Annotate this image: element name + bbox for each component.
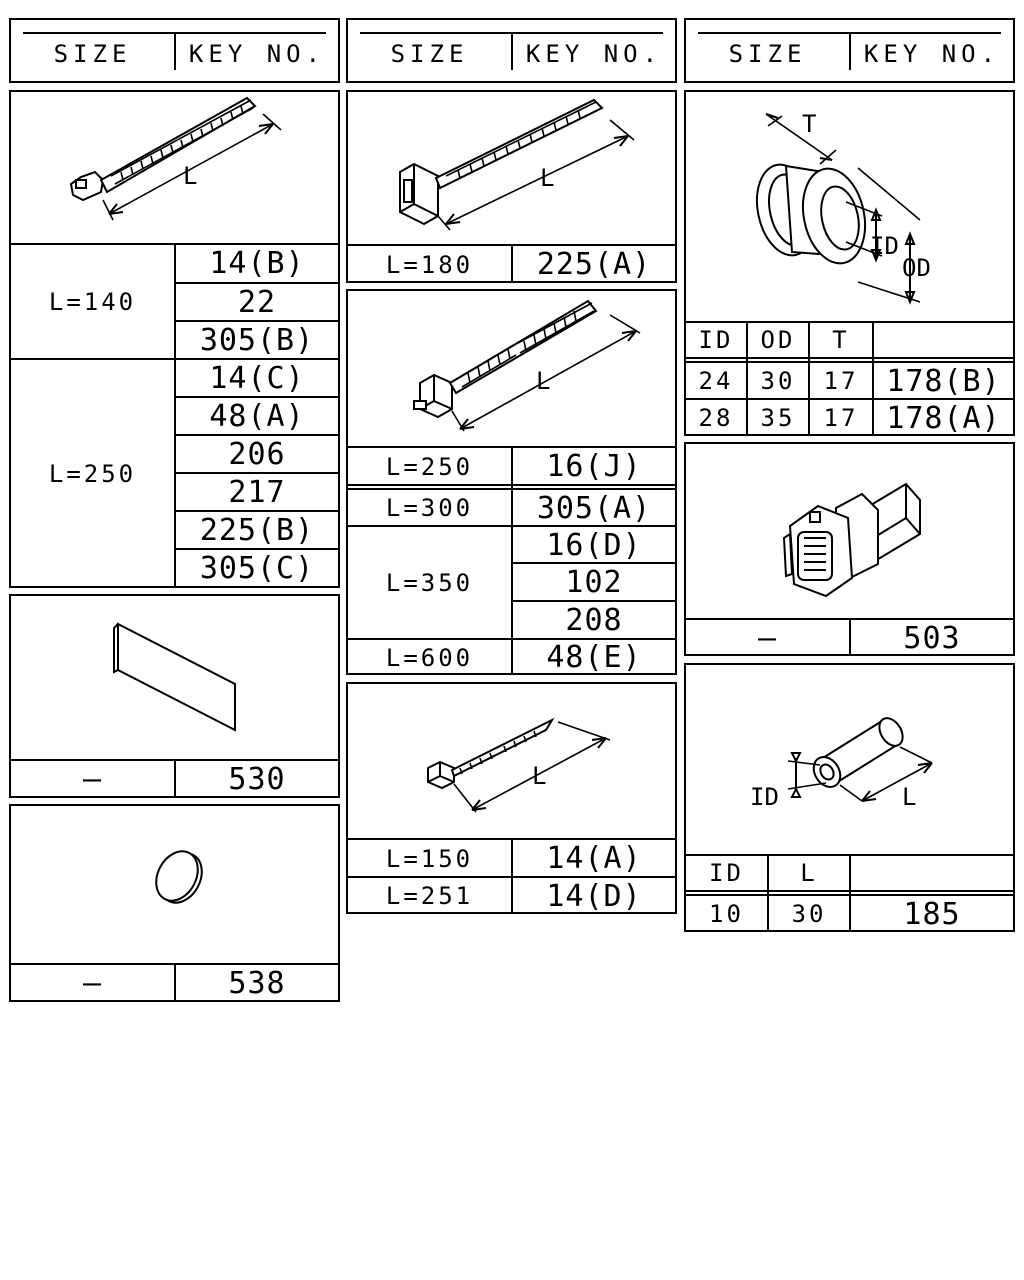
cable-tie-a-illustration (11, 92, 342, 247)
size-cell: — (757, 620, 778, 656)
key-cell: 503 (903, 620, 961, 656)
size-cell: — (82, 966, 103, 1001)
key-cell: 14(A) (546, 841, 642, 876)
grommet-panel (684, 90, 1015, 436)
size-cell: L=250 (48, 460, 137, 488)
key-cell: 305(A) (536, 490, 652, 526)
column-header (874, 323, 1013, 357)
size-header: SIZE (53, 40, 132, 68)
key-no-header: KEY NO. (188, 40, 326, 68)
key-cell: 102 (565, 564, 623, 600)
tube-length-cell: 30 (791, 900, 827, 928)
key-cell: 22 (237, 285, 277, 320)
key-cell: 48(A) (209, 399, 305, 434)
grommet-od-cell: 35 (760, 404, 796, 432)
size-cell: L=250 (385, 452, 474, 481)
grommet-illustration (686, 92, 1017, 322)
connector-illustration (686, 444, 1017, 619)
key-no-header: KEY NO. (525, 40, 663, 68)
key-cell: 16(J) (546, 449, 642, 484)
size-cell: L=600 (385, 643, 474, 672)
key-cell: 178(B) (886, 363, 1001, 399)
key-cell: 217 (228, 475, 286, 510)
key-cell: 305(B) (199, 323, 315, 358)
key-cell: 538 (228, 966, 286, 1001)
key-no-header: KEY NO. (863, 40, 1001, 68)
dimension-l-label: L (536, 367, 551, 395)
key-cell: 16(D) (546, 527, 642, 563)
size-cell: — (82, 762, 103, 797)
size-header: SIZE (390, 40, 469, 68)
tape-panel (9, 594, 340, 798)
key-cell: 225(A) (536, 247, 652, 282)
header-col2 (346, 18, 677, 83)
tube-illustration (686, 665, 1017, 857)
disc-illustration (11, 806, 342, 966)
dimension-l-label: L (183, 162, 198, 190)
tube-panel (684, 663, 1015, 932)
column-header: T (832, 326, 850, 354)
dimension-id-label: ID (750, 783, 779, 811)
grommet-id-cell: 28 (698, 404, 734, 432)
key-cell: 225(B) (199, 513, 315, 548)
dimension-t-label: T (802, 110, 817, 138)
key-cell: 14(B) (209, 246, 305, 281)
size-cell: L=180 (385, 250, 474, 279)
grommet-id-cell: 24 (698, 367, 734, 395)
column-header (851, 856, 1013, 890)
size-cell: L=350 (385, 568, 474, 597)
size-cell: L=140 (48, 288, 137, 316)
key-cell: 14(C) (209, 360, 305, 396)
size-cell: L=251 (385, 882, 474, 910)
size-cell: L=150 (385, 844, 474, 873)
dimension-l-label: L (540, 164, 555, 192)
grommet-t-cell: 17 (823, 404, 859, 432)
tube-id-cell: 10 (709, 900, 744, 928)
size-cell: L=300 (385, 494, 474, 522)
cable-tie-c-illustration (348, 291, 679, 446)
dimension-id-label: ID (870, 232, 899, 260)
key-cell: 48(E) (546, 640, 642, 675)
key-cell: 206 (228, 437, 286, 472)
cable-tie-d-panel (346, 682, 677, 914)
key-cell: 530 (228, 762, 286, 797)
dimension-l-label: L (532, 762, 547, 790)
key-cell: 178(A) (886, 400, 1001, 436)
connector-panel (684, 442, 1015, 656)
column-header: OD (760, 326, 796, 354)
dimension-od-label: OD (902, 254, 931, 282)
column-header: ID (698, 326, 734, 354)
header-col1 (9, 18, 340, 83)
header-col3 (684, 18, 1015, 83)
grommet-od-cell: 30 (760, 367, 796, 395)
size-header: SIZE (728, 40, 807, 68)
key-cell: 14(D) (546, 878, 642, 914)
dimension-l-label: L (902, 783, 917, 811)
grommet-t-cell: 17 (823, 367, 859, 395)
key-cell: 185 (903, 896, 961, 932)
cable-tie-a-panel (9, 90, 340, 588)
tape-illustration (11, 596, 342, 761)
cable-tie-b-illustration (348, 92, 679, 247)
column-header: L (800, 859, 818, 887)
cable-tie-c-panel (346, 289, 677, 675)
key-cell: 305(C) (199, 551, 315, 586)
key-cell: 208 (565, 602, 623, 638)
column-header: ID (709, 859, 744, 887)
disc-panel (9, 804, 340, 1002)
cable-tie-d-illustration (348, 684, 679, 839)
cable-tie-b-panel (346, 90, 677, 283)
